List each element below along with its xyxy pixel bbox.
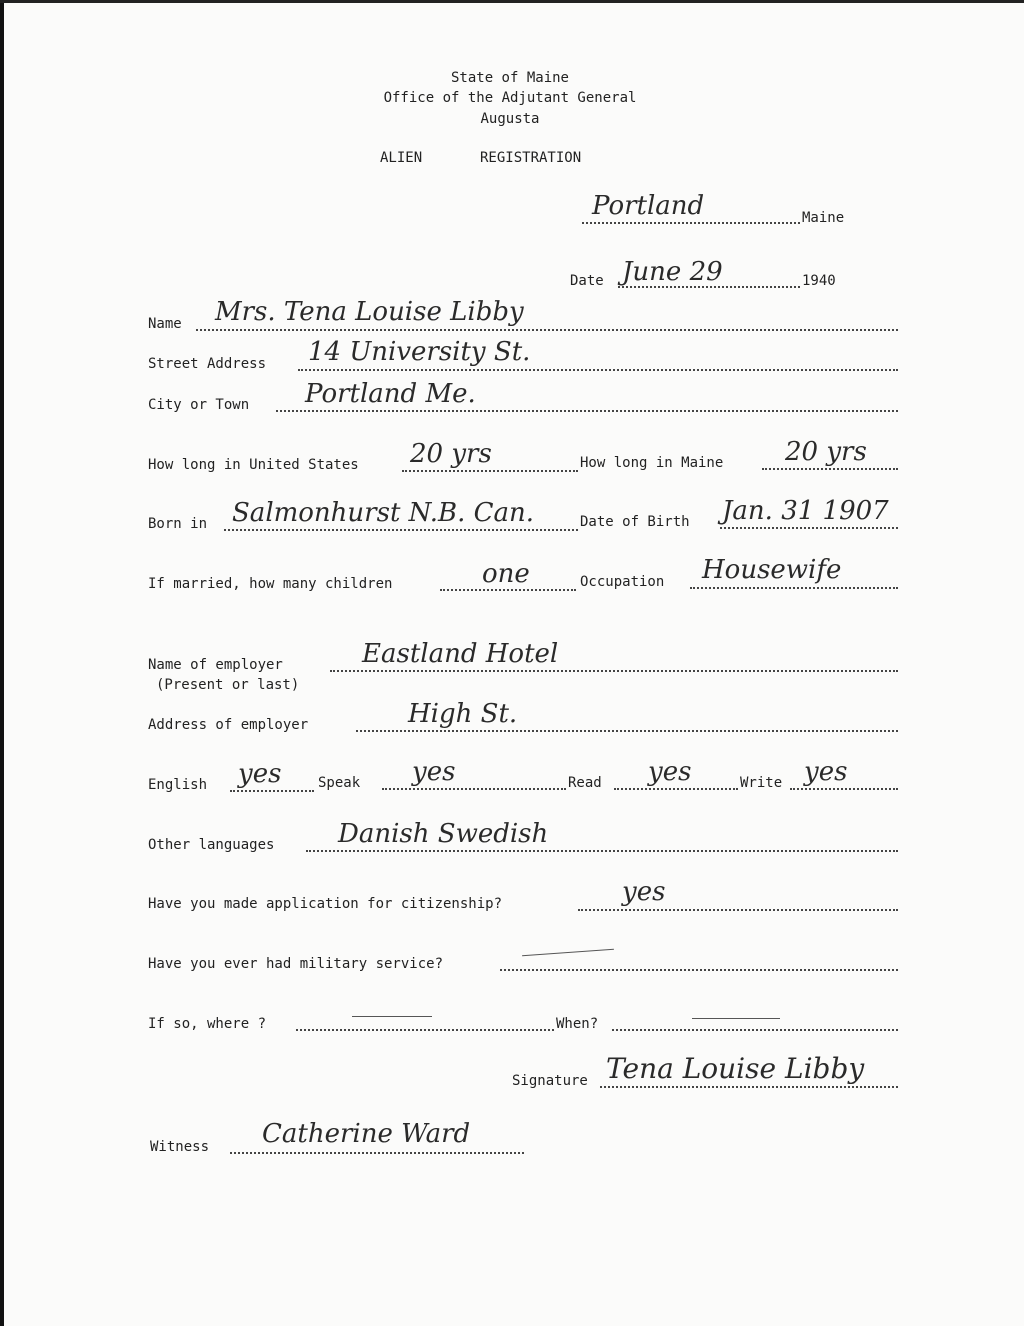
city-label: City or Town (148, 397, 250, 413)
occupation-value: Housewife (702, 555, 842, 585)
other-languages-line (306, 850, 898, 852)
us-duration-line (402, 470, 578, 472)
children-value: one (482, 559, 530, 589)
children-label: If married, how many children (148, 576, 393, 592)
when-line (612, 1029, 898, 1031)
speak-line (382, 788, 566, 790)
employer-value: Eastland Hotel (362, 639, 559, 669)
occupation-line (690, 587, 898, 589)
signature-value: Tena Louise Libby (606, 1052, 865, 1085)
born-in-label: Born in (148, 516, 208, 532)
street-label: Street Address (148, 356, 267, 372)
maine-duration-line (762, 468, 898, 470)
citizenship-value: yes (622, 877, 666, 907)
speak-label: Speak (318, 775, 361, 791)
where-line (296, 1029, 554, 1031)
born-in-line (224, 529, 578, 531)
header-city: Augusta (480, 111, 540, 127)
read-label: Read (568, 775, 602, 791)
other-languages-value: Danish Swedish (338, 819, 549, 849)
english-line (230, 790, 314, 792)
city-value: Portland Me. (305, 379, 476, 409)
citizenship-label: Have you made application for citizenship? (148, 896, 503, 912)
english-label: English (148, 777, 208, 793)
where-label: If so, where ? (148, 1016, 267, 1032)
name-label: Name (148, 316, 182, 332)
military-dash (522, 949, 614, 956)
occupation-label: Occupation (580, 574, 665, 590)
employer-sublabel: (Present or last) (156, 677, 300, 693)
maine-duration-value: 20 yrs (785, 437, 867, 467)
maine-duration-label: How long in Maine (580, 455, 724, 471)
location-value: Portland (592, 191, 705, 221)
header-office: Office of the Adjutant General (383, 90, 637, 106)
employer-address-label: Address of employer (148, 717, 309, 733)
military-line (500, 969, 898, 971)
born-in-value: Salmonhurst N.B. Can. (232, 498, 535, 528)
employer-address-value: High St. (408, 699, 518, 729)
scan-edge-left (0, 0, 4, 1326)
other-languages-label: Other languages (148, 837, 275, 853)
employer-line (330, 670, 898, 672)
date-label: Date (570, 273, 604, 289)
dob-value: Jan. 31 1907 (722, 496, 889, 526)
read-line (614, 788, 738, 790)
read-value: yes (648, 757, 692, 787)
when-dash (692, 1018, 780, 1019)
title-alien: ALIEN (380, 150, 423, 166)
signature-line (600, 1086, 898, 1088)
header-state: State of Maine (450, 70, 569, 86)
title-registration: REGISTRATION (480, 150, 582, 166)
name-line (196, 329, 898, 331)
date-value: June 29 (622, 257, 723, 287)
dob-label: Date of Birth (580, 514, 690, 530)
us-duration-value: 20 yrs (410, 439, 492, 469)
street-line (298, 369, 898, 371)
children-line (440, 589, 576, 591)
us-duration-label: How long in United States (148, 457, 359, 473)
location-line (582, 222, 800, 224)
name-value: Mrs. Tena Louise Libby (215, 297, 524, 327)
when-label: When? (556, 1016, 599, 1032)
employer-address-line (356, 730, 898, 732)
scan-edge-top (0, 0, 1024, 3)
write-label: Write (740, 775, 783, 791)
english-value: yes (238, 759, 282, 789)
city-line (276, 410, 898, 412)
speak-value: yes (412, 757, 456, 787)
signature-label: Signature (512, 1073, 588, 1089)
witness-line (230, 1152, 524, 1154)
street-value: 14 University St. (308, 337, 531, 367)
location-suffix: Maine (802, 210, 845, 226)
write-value: yes (804, 757, 848, 787)
witness-label: Witness (150, 1139, 210, 1155)
employer-label: Name of employer (148, 657, 283, 673)
dob-line (720, 527, 898, 529)
citizenship-line (578, 909, 898, 911)
write-line (790, 788, 898, 790)
where-dash (352, 1016, 432, 1017)
military-label: Have you ever had military service? (148, 956, 444, 972)
date-year: 1940 (802, 273, 836, 289)
witness-value: Catherine Ward (262, 1119, 471, 1149)
